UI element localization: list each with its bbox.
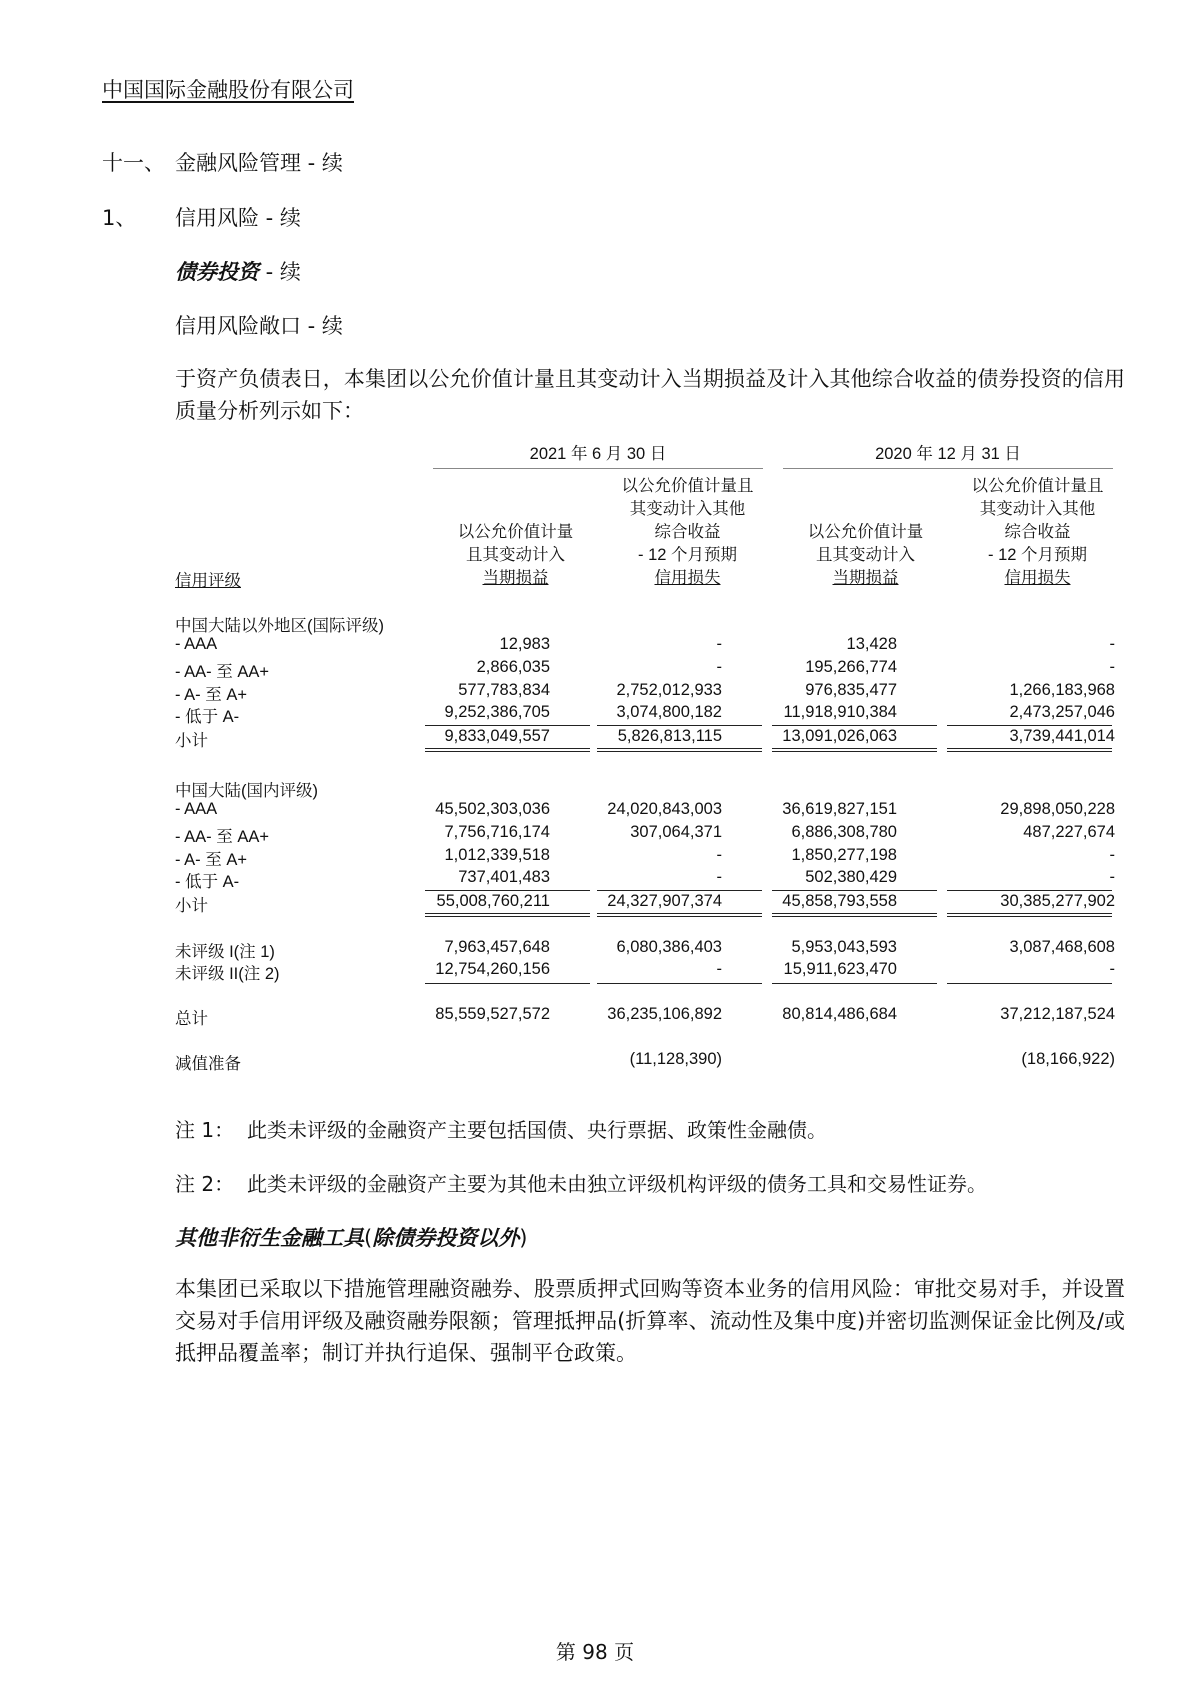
other-heading-paren-text: 除债券投资以外 bbox=[372, 1226, 520, 1250]
bond-heading-suffix: - 续 bbox=[259, 260, 301, 284]
row-label: 小计 bbox=[175, 897, 208, 915]
rule bbox=[597, 983, 762, 984]
footnote-key: 注 1： bbox=[175, 1118, 235, 1142]
table-row bbox=[175, 938, 1115, 961]
cell-value: 11,918,910,384 bbox=[783, 703, 897, 721]
cell-value: 3,074,800,182 bbox=[616, 703, 722, 721]
row-label: - 低于 A- bbox=[175, 708, 240, 726]
rule bbox=[772, 983, 937, 984]
table-row bbox=[175, 960, 1115, 983]
rating-column-header: 信用评级 bbox=[175, 572, 241, 590]
cell-value: 3,739,441,014 bbox=[1009, 727, 1115, 745]
cell-value: - bbox=[1109, 960, 1115, 978]
cell-value: 1,266,183,968 bbox=[1009, 681, 1115, 699]
cell-value: 80,814,486,684 bbox=[782, 1005, 897, 1023]
table-row bbox=[175, 681, 1115, 704]
cell-value: 7,963,457,648 bbox=[444, 938, 550, 956]
exposure-heading: 信用风险敞口 - 续 bbox=[175, 314, 343, 338]
other-instruments-heading bbox=[175, 1222, 527, 1252]
table-row bbox=[175, 612, 1115, 635]
cell-value: 24,020,843,003 bbox=[607, 800, 722, 818]
company-name: 中国国际金融股份有限公司 bbox=[102, 78, 354, 102]
cell-value: 2,752,012,933 bbox=[616, 681, 722, 699]
rule bbox=[425, 890, 590, 891]
double-rule bbox=[947, 913, 1112, 917]
bond-heading-title: 债券投资 bbox=[175, 260, 259, 284]
footnote-text: 此类未评级的金融资产主要为其他未由独立评级机构评级的债务工具和交易性证券。 bbox=[247, 1172, 987, 1196]
col-header-line: 且其变动计入 bbox=[816, 546, 915, 564]
other-paragraph: 本集团已采取以下措施管理融资融券、股票质押式回购等资本业务的信用风险：审批交易对手，并设置交易对手信用评级及融资融券限额；管理抵押品(折算率、流动性及集中度)并密切监测保证金比例及/或抵押品覆盖率；制订并执行追保、强制平仓政策。 bbox=[175, 1277, 1125, 1365]
footnote-key: 注 2： bbox=[175, 1172, 235, 1196]
cell-value: 6,886,308,780 bbox=[791, 823, 897, 841]
double-rule bbox=[425, 913, 590, 917]
row-label: 减值准备 bbox=[175, 1055, 241, 1073]
cell-value: 2,866,035 bbox=[476, 658, 550, 676]
col-header-line: - 12 个月预期 bbox=[637, 546, 738, 564]
cell-value: - bbox=[716, 960, 722, 978]
cell-value: 9,252,386,705 bbox=[444, 703, 550, 721]
cell-value: 2,473,257,046 bbox=[1009, 703, 1115, 721]
table-row-subtotal bbox=[175, 892, 1115, 915]
cell-value: 12,983 bbox=[499, 635, 550, 653]
cell-value: 1,012,339,518 bbox=[444, 846, 550, 864]
rule bbox=[597, 725, 762, 726]
cell-value: 36,235,106,892 bbox=[607, 1005, 722, 1023]
cell-value: - bbox=[716, 868, 722, 886]
table-row bbox=[175, 635, 1115, 658]
cell-value: - bbox=[716, 846, 722, 864]
double-rule bbox=[597, 913, 762, 917]
row-label: - A- 至 A+ bbox=[175, 851, 247, 869]
cell-value: 502,380,429 bbox=[805, 868, 897, 886]
rule bbox=[425, 983, 590, 984]
row-label: - AAA bbox=[175, 800, 218, 818]
table-row bbox=[175, 823, 1115, 846]
col-header-line: 综合收益 bbox=[1004, 523, 1071, 541]
cell-value: 487,227,674 bbox=[1023, 823, 1115, 841]
cell-value: - bbox=[1109, 846, 1115, 864]
table-row bbox=[175, 868, 1115, 891]
cell-value: 976,835,477 bbox=[805, 681, 897, 699]
row-label: - AAA bbox=[175, 635, 218, 653]
period-header-2021: 2021 年 6 月 30 日 bbox=[433, 440, 763, 469]
table-row bbox=[175, 777, 1115, 800]
cell-value: 55,008,760,211 bbox=[436, 892, 550, 910]
col-header-line: 其变动计入其他 bbox=[629, 500, 746, 518]
cell-value: 7,756,716,174 bbox=[444, 823, 550, 841]
cell-value: 36,619,827,151 bbox=[782, 800, 897, 818]
other-heading-paren-close: ) bbox=[519, 1226, 528, 1250]
col-header-line: 当期损益 bbox=[832, 569, 899, 587]
row-label: - AA- 至 AA+ bbox=[175, 663, 269, 681]
cell-value: - bbox=[1109, 635, 1115, 653]
rule bbox=[947, 890, 1112, 891]
rule bbox=[425, 725, 590, 726]
col-header-line: 以公允价值计量 bbox=[457, 523, 574, 541]
cell-value: 5,953,043,593 bbox=[791, 938, 897, 956]
row-label: 中国大陆以外地区(国际评级) bbox=[175, 617, 384, 635]
double-rule bbox=[425, 748, 590, 752]
rule bbox=[597, 890, 762, 891]
table-row bbox=[175, 703, 1115, 726]
col-header-line: 信用损失 bbox=[654, 569, 721, 587]
cell-value: 45,502,303,036 bbox=[435, 800, 550, 818]
col-header-line: 以公允价值计量且 bbox=[971, 477, 1104, 495]
row-label: 总计 bbox=[175, 1010, 208, 1028]
col-header-line: 以公允价值计量 bbox=[807, 523, 924, 541]
col-header-fvoci-2021 bbox=[605, 470, 770, 590]
col-header-line: - 12 个月预期 bbox=[987, 546, 1088, 564]
table-row bbox=[175, 658, 1115, 681]
other-heading-title: 其他非衍生金融工具 bbox=[175, 1226, 364, 1250]
row-label: 未评级 I(注 1) bbox=[175, 943, 275, 961]
rule bbox=[772, 725, 937, 726]
cell-value: 30,385,277,902 bbox=[1000, 892, 1115, 910]
col-header-line: 当期损益 bbox=[482, 569, 549, 587]
cell-value: 12,754,260,156 bbox=[435, 960, 550, 978]
col-header-line: 且其变动计入 bbox=[466, 546, 565, 564]
col-header-line: 其变动计入其他 bbox=[979, 500, 1096, 518]
bond-heading bbox=[175, 256, 301, 286]
period-header-2020: 2020 年 12 月 31 日 bbox=[783, 440, 1113, 469]
cell-value: 45,858,793,558 bbox=[782, 892, 897, 910]
cell-value: - bbox=[716, 635, 722, 653]
col-header-line: 以公允价值计量且 bbox=[621, 477, 754, 495]
col-header-fvtpl-2020 bbox=[783, 470, 948, 590]
cell-value: 3,087,468,608 bbox=[1009, 938, 1115, 956]
col-header-line: 信用损失 bbox=[1004, 569, 1071, 587]
cell-value: 577,783,834 bbox=[458, 681, 550, 699]
row-label: 小计 bbox=[175, 732, 208, 750]
cell-value: 85,559,527,572 bbox=[435, 1005, 550, 1023]
rule bbox=[947, 983, 1112, 984]
double-rule bbox=[597, 748, 762, 752]
cell-value: 307,064,371 bbox=[630, 823, 722, 841]
cell-value: - bbox=[1109, 868, 1115, 886]
cell-value: 13,091,026,063 bbox=[782, 727, 897, 745]
section-title: 金融风险管理 - 续 bbox=[175, 151, 343, 175]
subsection-title: 信用风险 - 续 bbox=[175, 206, 301, 230]
double-rule bbox=[947, 748, 1112, 752]
double-rule bbox=[772, 748, 937, 752]
cell-value: 5,826,813,115 bbox=[617, 727, 722, 745]
table-row-subtotal bbox=[175, 727, 1115, 750]
row-label: 未评级 II(注 2) bbox=[175, 965, 280, 983]
footnote-1 bbox=[175, 1114, 827, 1143]
cell-value: 15,911,623,470 bbox=[783, 960, 897, 978]
cell-value: 1,850,277,198 bbox=[791, 846, 897, 864]
double-rule bbox=[772, 913, 937, 917]
row-label: - A- 至 A+ bbox=[175, 686, 247, 704]
cell-value: 37,212,187,524 bbox=[1000, 1005, 1115, 1023]
table-row bbox=[175, 846, 1115, 869]
footnote-text: 此类未评级的金融资产主要包括国债、央行票据、政策性金融债。 bbox=[247, 1118, 827, 1142]
cell-value: 9,833,049,557 bbox=[444, 727, 550, 745]
cell-value: 737,401,483 bbox=[458, 868, 550, 886]
other-heading-paren-open: ( bbox=[364, 1226, 373, 1250]
cell-value: 29,898,050,228 bbox=[1000, 800, 1115, 818]
rule bbox=[772, 890, 937, 891]
cell-value: (18,166,922) bbox=[1021, 1050, 1115, 1068]
cell-value: - bbox=[716, 658, 722, 676]
row-label: - 低于 A- bbox=[175, 873, 240, 891]
cell-value: 13,428 bbox=[846, 635, 897, 653]
intro-paragraph: 于资产负债表日，本集团以公允价值计量且其变动计入当期损益及计入其他综合收益的债券投资的信用质量分析列示如下： bbox=[175, 367, 1125, 423]
subsection-number: 1、 bbox=[102, 206, 137, 230]
table-row-impairment bbox=[175, 1050, 1115, 1073]
cell-value: - bbox=[1109, 658, 1115, 676]
table-row-total bbox=[175, 1005, 1115, 1028]
cell-value: 195,266,774 bbox=[805, 658, 897, 676]
row-label: - AA- 至 AA+ bbox=[175, 828, 269, 846]
col-header-fvoci-2020 bbox=[955, 470, 1120, 590]
page-number: 第 98 页 bbox=[555, 1640, 635, 1664]
table-row bbox=[175, 800, 1115, 823]
cell-value: 6,080,386,403 bbox=[616, 938, 722, 956]
cell-value: (11,128,390) bbox=[629, 1050, 722, 1068]
rule bbox=[947, 725, 1112, 726]
row-label: 中国大陆(国内评级) bbox=[175, 782, 318, 800]
section-number: 十一、 bbox=[102, 151, 165, 175]
col-header-line: 综合收益 bbox=[654, 523, 721, 541]
footnote-2 bbox=[175, 1168, 987, 1197]
cell-value: 24,327,907,374 bbox=[607, 892, 722, 910]
col-header-fvtpl-2021 bbox=[433, 470, 598, 590]
